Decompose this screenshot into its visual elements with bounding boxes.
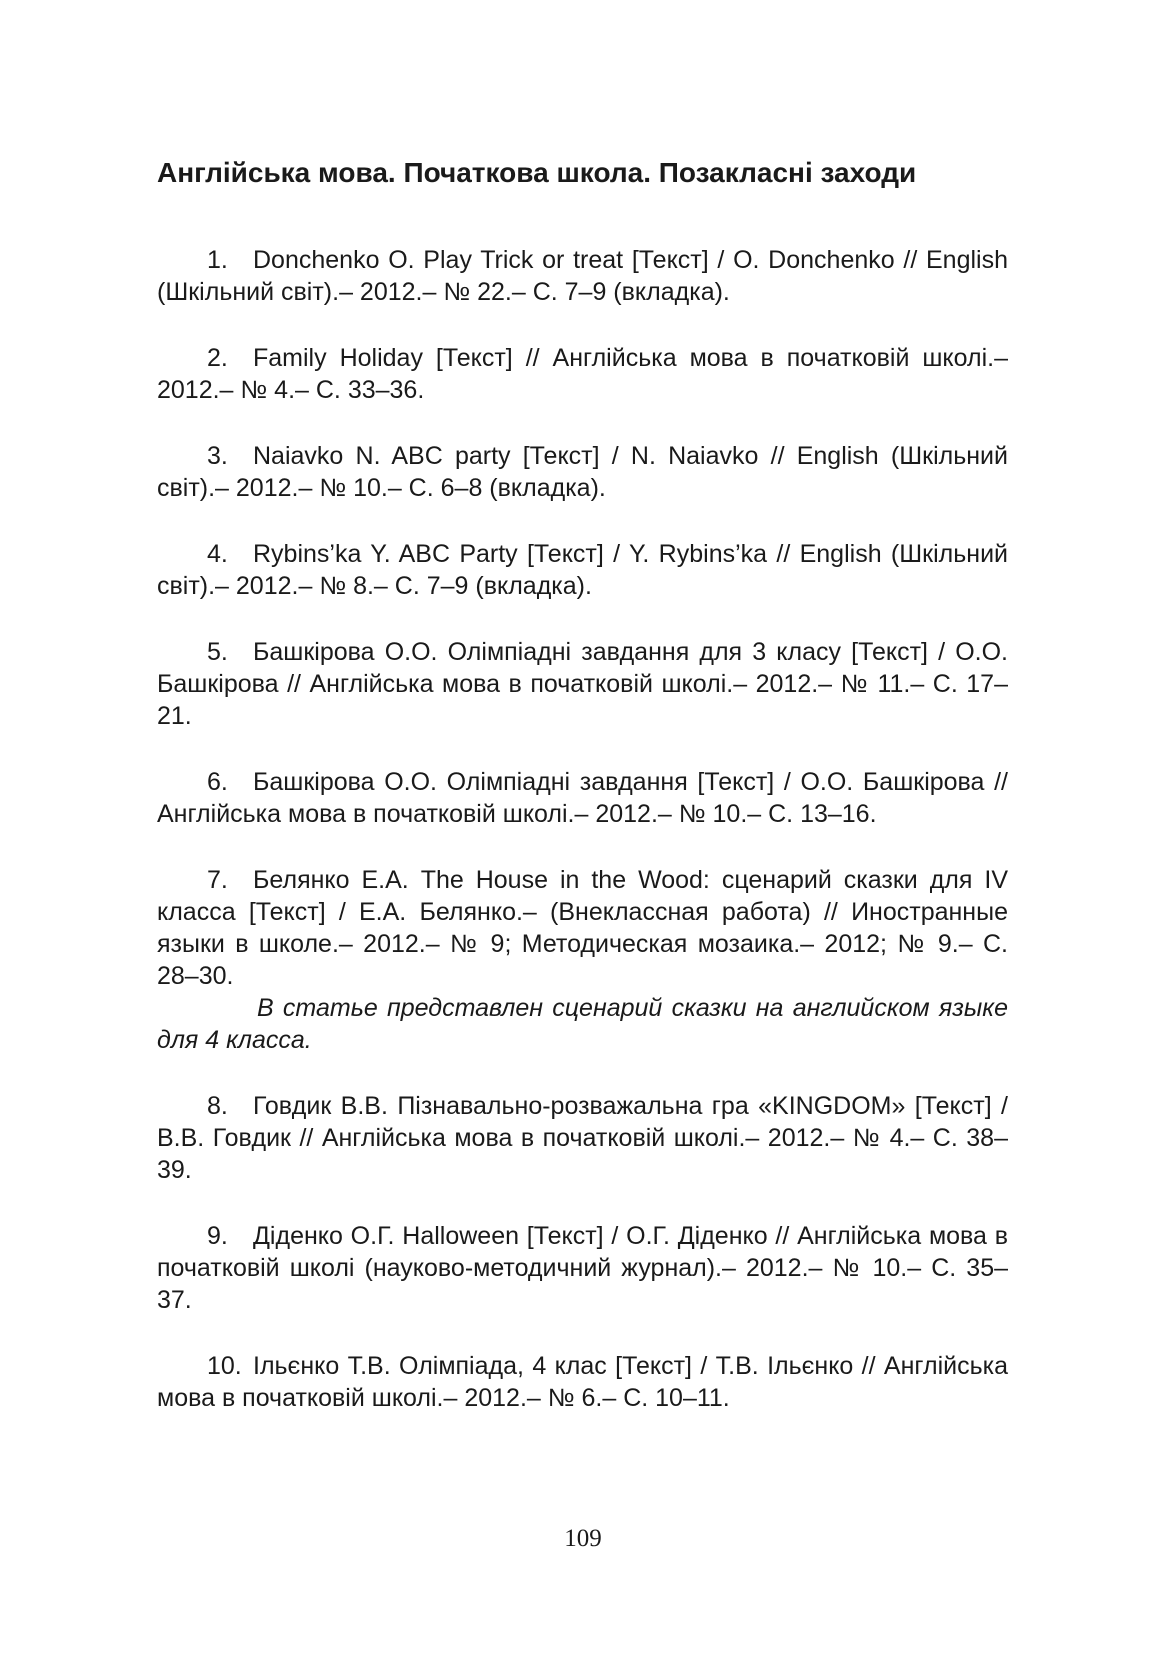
page-number: 109 bbox=[564, 1525, 602, 1552]
entry-number: 4. bbox=[207, 540, 228, 568]
entry-number: 9. bbox=[207, 1222, 228, 1250]
bibliography-entry bbox=[157, 1220, 1008, 1316]
bibliography-entry bbox=[157, 440, 1008, 504]
entry-annotation: В статье представлен сценарий сказки на английском языке для 4 класса. bbox=[157, 994, 1008, 1054]
bibliography-entry bbox=[157, 1090, 1008, 1186]
bibliography-list bbox=[157, 244, 1008, 1448]
entry-text: Говдик В.В. Пізнавально-розважальна гра «KINGDOM» [Текст] / В.В. Говдик // Англійська мова в початковій школі.– 2012.– № 4.– С. 38–39. bbox=[157, 1092, 1008, 1184]
entry-text: Башкірова О.О. Олімпіадні завдання [Текст] / О.О. Башкірова // Англійська мова в початковій школі.– 2012.– № 10.– С. 13–16. bbox=[157, 768, 1008, 828]
bibliography-entry bbox=[157, 864, 1008, 1056]
entry-text: Donchenko O. Play Trick or treat [Текст] / O. Donchenko // English (Шкільний світ).– 2012.– № 22.– С. 7–9 (вкладка). bbox=[157, 246, 1008, 306]
entry-text: Family Holiday [Текст] // Англійська мова в початковій школі.– 2012.– № 4.– С. 33–36. bbox=[157, 344, 1008, 404]
entry-number: 7. bbox=[207, 866, 228, 894]
entry-text: Ільєнко Т.В. Олімпіада, 4 клас [Текст] / Т.В. Ільєнко // Англійська мова в початковій школі.– 2012.– № 6.– С. 10–11. bbox=[157, 1352, 1008, 1412]
entry-number: 2. bbox=[207, 344, 228, 372]
bibliography-entry bbox=[157, 538, 1008, 602]
bibliography-entry bbox=[157, 342, 1008, 406]
bibliography-entry bbox=[157, 244, 1008, 308]
section-heading: Англійська мова. Початкова школа. Позакласні заходи bbox=[157, 157, 917, 188]
bibliography-entry bbox=[157, 1350, 1008, 1414]
entry-number: 5. bbox=[207, 638, 228, 666]
entry-number: 1. bbox=[207, 246, 228, 274]
entry-number: 6. bbox=[207, 768, 228, 796]
entry-number: 10. bbox=[207, 1352, 242, 1380]
entry-text: Башкірова О.О. Олімпіадні завдання для 3 класу [Текст] / О.О. Башкірова // Англійська мова в початковій школі.– 2012.– № 11.– С. 17–21. bbox=[157, 638, 1008, 730]
entry-text: Белянко Е.А. The House in the Wood: сценарий сказки для IV класса [Текст] / Е.А. Белянко.– (Внеклассная работа) // Иностранные языки в школе.– 2012.– № 9; Методическая мозаика.– 2012; № 9.– С. 28–30. bbox=[157, 866, 1008, 990]
entry-text: Naiavko N. ABC party [Текст] / N. Naiavko // English (Шкільний світ).– 2012.– № 10.– С. 6–8 (вкладка). bbox=[157, 442, 1008, 502]
entry-text: Rybins’ka Y. ABC Party [Текст] / Y. Rybins’ka // English (Шкільний світ).– 2012.– № 8.– С. 7–9 (вкладка). bbox=[157, 540, 1008, 600]
entry-number: 8. bbox=[207, 1092, 228, 1120]
entry-text: Діденко О.Г. Halloween [Текст] / О.Г. Діденко // Англійська мова в початковій школі (науково-методичний журнал).– 2012.– № 10.– С. 35–37. bbox=[157, 1222, 1008, 1314]
entry-number: 3. bbox=[207, 442, 228, 470]
bibliography-entry bbox=[157, 766, 1008, 830]
bibliography-entry bbox=[157, 636, 1008, 732]
